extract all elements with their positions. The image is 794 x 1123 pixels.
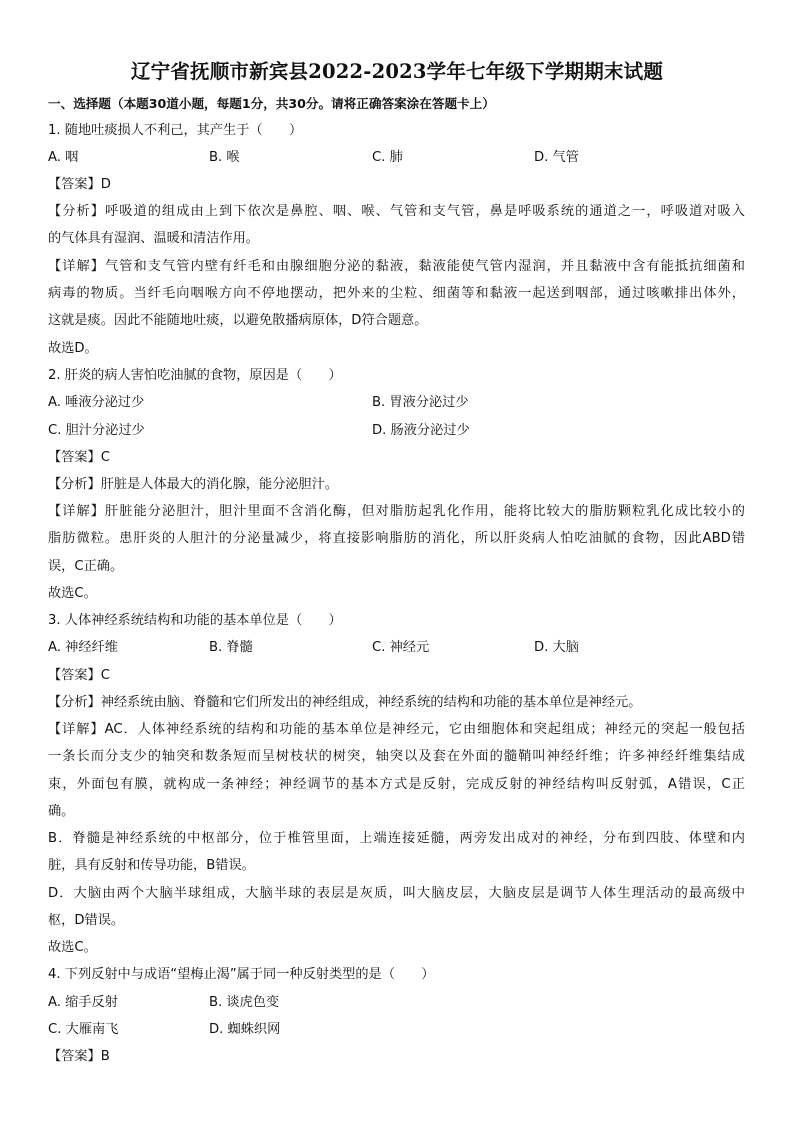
- q2-analysis-line: 【分析】肝脏是人体最大的消化腺，能分泌胆汁。: [48, 477, 339, 492]
- q2-option-b: B. 胃液分泌过少: [372, 395, 469, 410]
- q1-choose: 故选D。: [48, 341, 98, 356]
- question-2-stem: 2. 肝炎的病人害怕吃油腻的食物，原因是（ ）: [48, 368, 342, 383]
- q2-option-d: D. 肠液分泌过少: [372, 423, 470, 438]
- q1-analysis-line: [48, 202, 745, 222]
- q2-answer: 【答案】C: [48, 450, 110, 465]
- q2-detail-line: [48, 502, 745, 522]
- q1-option-d: D. 气管: [534, 150, 579, 165]
- question-3-stem: 3. 人体神经系统结构和功能的基本单位是（ ）: [48, 613, 342, 628]
- q1-detail-text: 【详解】气管和支气管内壁有纤毛和由腺细胞分泌的黏液，黏液能使气管内湿润，并且黏液中含有能抵抗细菌和: [48, 259, 745, 274]
- q3-detail-line: [48, 720, 745, 740]
- q1-option-b: B. 喉: [209, 150, 240, 165]
- page-title: 辽宁省抚顺市新宾县2022-2023学年七年级下学期期末试题: [130, 60, 664, 83]
- q2-choose: 故选C。: [48, 586, 97, 601]
- q3-detail-line: 枢，D错误。: [48, 913, 125, 928]
- q3-detail-line: 确。: [48, 804, 75, 819]
- q3-option-b: B. 脊髓: [209, 640, 253, 655]
- q3-analysis-line: 【分析】神经系统由脑、脊髓和它们所发出的神经组成，神经系统的结构和功能的基本单位是神经元。: [48, 695, 642, 710]
- section-heading: 一、选择题（本题30道小题，每题1分，共30分。请将正确答案涂在答题卡上）: [48, 96, 495, 111]
- q3-detail-text: 【详解】AC．人体神经系统的结构和功能的基本单位是神经元，它由细胞体和突起组成；神经元的突起一般包括: [48, 722, 745, 737]
- q4-answer: 【答案】B: [48, 1049, 110, 1064]
- q3-option-d: D. 大脑: [534, 640, 579, 655]
- q1-analysis-text: 【分析】呼吸道的组成由上到下依次是鼻腔、咽、喉、气管和支气管，鼻是呼吸系统的通道之一，呼吸道对吸入: [48, 204, 745, 219]
- q1-detail-line: 这就是痰。因此不能随地吐痰，以避免散播病原体，D符合题意。: [48, 313, 428, 328]
- q3-option-a: A. 神经纤维: [48, 640, 118, 655]
- q3-detail-text: D．大脑由两个大脑半球组成，大脑半球的表层是灰质，叫大脑皮层，大脑皮层是调节人体生理活动的最高级中: [48, 886, 745, 901]
- q4-option-c: C. 大雁南飞: [48, 1022, 119, 1037]
- q1-answer: 【答案】D: [48, 177, 111, 192]
- q3-detail-text: B．脊髓是神经系统的中枢部分，位于椎管里面，上端连接延髓，两旁发出成对的神经，分布到四肢、体壁和内: [48, 831, 745, 846]
- q1-analysis-line: 的气体具有湿润、温暖和清洁作用。: [48, 231, 259, 246]
- q3-answer: 【答案】C: [48, 668, 110, 683]
- q2-detail-line: [48, 529, 745, 549]
- q3-detail-text: 一条长而分支少的轴突和数条短而呈树枝状的树突，轴突以及套在外面的髓鞘叫神经纤维；许多神经纤维集结成: [48, 749, 745, 764]
- q2-detail-text: 【详解】肝脏能分泌胆汁，胆汁里面不含消化酶，但对脂肪起乳化作用，能将比较大的脂肪颗粒乳化成比较小的: [48, 504, 745, 519]
- q3-detail-line: 脏，具有反射和传导功能，B错误。: [48, 858, 255, 873]
- q2-option-a: A. 唾液分泌过少: [48, 395, 145, 410]
- q1-option-c: C. 肺: [372, 150, 403, 165]
- q4-option-a: A. 缩手反射: [48, 995, 118, 1010]
- q1-detail-line: [48, 284, 745, 304]
- q1-option-a: A. 咽: [48, 150, 79, 165]
- q2-option-c: C. 胆汁分泌过少: [48, 423, 145, 438]
- q3-detail-text: 束，外面包有膜，就构成一条神经；神经调节的基本方式是反射，完成反射的神经结构叫反射弧，A错误，C正: [48, 777, 745, 792]
- question-1-stem: 1. 随地吐痰损人不利己，其产生于（ ）: [48, 123, 303, 138]
- q1-detail-text: 病毒的物质。当纤毛向咽喉方向不停地摆动，把外来的尘粒、细菌等和黏液一起送到咽部，通过咳嗽排出体外，: [48, 286, 745, 301]
- q4-option-b: B. 谈虎色变: [209, 995, 280, 1010]
- q2-detail-text: 脂肪微粒。患肝炎的人胆汁的分泌量减少，将直接影响脂肪的消化，所以肝炎病人怕吃油腻的食物，因此ABD错: [48, 531, 745, 546]
- q3-detail-line: [48, 775, 745, 795]
- q3-choose: 故选C。: [48, 940, 97, 955]
- q3-option-c: C. 神经元: [372, 640, 430, 655]
- q3-detail-line: [48, 884, 745, 904]
- q3-detail-line: [48, 747, 745, 767]
- q4-option-d: D. 蜘蛛织网: [209, 1022, 281, 1037]
- question-4-stem: 4. 下列反射中与成语“望梅止渴”属于同一种反射类型的是（ ）: [48, 967, 435, 982]
- q2-detail-line: 误，C正确。: [48, 559, 124, 574]
- q1-detail-line: [48, 257, 745, 277]
- q3-detail-line: [48, 829, 745, 849]
